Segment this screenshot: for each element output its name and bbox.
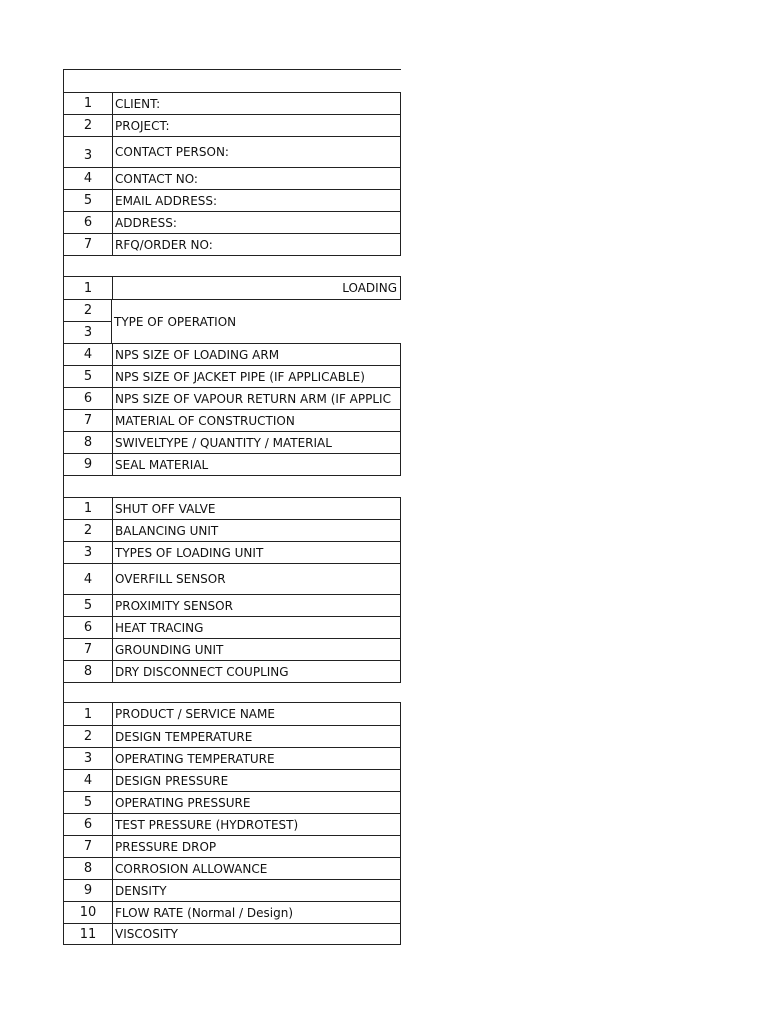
row-label: NPS SIZE OF JACKET PIPE (IF APPLICABLE) <box>112 366 400 387</box>
table-row <box>63 409 401 431</box>
row-label: CLIENT: <box>112 93 400 114</box>
row-number: 8 <box>83 435 93 450</box>
blank-row <box>63 255 401 276</box>
table-row <box>63 167 401 189</box>
row-number: 2 <box>83 303 93 318</box>
blank-row <box>63 69 401 92</box>
row-label: PROJECT: <box>112 115 400 136</box>
row-number: 1 <box>83 501 93 516</box>
row-label: GROUNDING UNIT <box>112 639 400 660</box>
row-number: 2 <box>83 523 93 538</box>
row-number: 1 <box>83 280 93 296</box>
row-label: OPERATING PRESSURE <box>112 792 400 813</box>
table-row <box>63 901 401 923</box>
row-number: 3 <box>83 751 93 766</box>
table-row <box>63 747 401 769</box>
row-number: 4 <box>83 347 93 362</box>
table-row <box>63 276 401 299</box>
table-row <box>63 233 401 255</box>
row-number: 6 <box>83 817 93 832</box>
table-row <box>63 813 401 835</box>
type-of-operation-label: TYPE OF OPERATION <box>111 300 401 344</box>
table-row <box>63 660 401 682</box>
row-number: 7 <box>83 839 93 854</box>
row-number: 9 <box>83 457 93 472</box>
row-number: 8 <box>83 861 93 876</box>
table-row <box>63 189 401 211</box>
table-row <box>63 387 401 409</box>
table-row <box>63 879 401 901</box>
row-label: PRESSURE DROP <box>112 836 400 857</box>
row-number: 5 <box>83 369 93 384</box>
table-row <box>63 616 401 638</box>
row-number: 6 <box>83 215 93 230</box>
row-number: 11 <box>79 926 97 942</box>
table-row <box>63 835 401 857</box>
row-label: TYPES OF LOADING UNIT <box>112 542 400 563</box>
table-row <box>63 211 401 233</box>
table-row <box>63 594 401 616</box>
row-number: 4 <box>83 571 93 587</box>
row-number: 6 <box>83 391 93 406</box>
table-row <box>63 114 401 136</box>
row-label: DESIGN TEMPERATURE <box>112 726 400 747</box>
row-number: 5 <box>83 193 93 208</box>
row-number: 2 <box>83 118 93 133</box>
row-label: FLOW RATE (Normal / Design) <box>112 902 400 923</box>
row-number: 1 <box>83 706 93 722</box>
row-label: NPS SIZE OF LOADING ARM <box>112 344 400 365</box>
table-row <box>63 791 401 813</box>
row-number: 8 <box>83 664 93 679</box>
table-row <box>63 769 401 791</box>
row-number: 5 <box>83 795 93 810</box>
row-label: HEAT TRACING <box>112 617 400 638</box>
row-label: SWIVELTYPE / QUANTITY / MATERIAL <box>112 432 400 453</box>
row-label: DRY DISCONNECT COUPLING <box>112 661 400 682</box>
type-of-operation-group <box>63 299 401 343</box>
blank-row <box>63 475 401 497</box>
row-label: DENSITY <box>112 880 400 901</box>
section-header-loading: LOADING <box>112 277 400 299</box>
row-number: 9 <box>83 883 93 898</box>
table-row <box>63 365 401 387</box>
row-number: 1 <box>83 96 93 111</box>
row-label: BALANCING UNIT <box>112 520 400 541</box>
row-number: 4 <box>83 773 93 788</box>
row-label: OPERATING TEMPERATURE <box>112 748 400 769</box>
table-row <box>63 725 401 747</box>
row-number: 6 <box>83 620 93 635</box>
table-row <box>63 136 401 167</box>
row-number: 3 <box>83 545 93 560</box>
row-number: 4 <box>83 171 93 186</box>
row-number: 10 <box>79 905 97 920</box>
row-number: 3 <box>83 325 93 340</box>
row-label: CONTACT PERSON: <box>112 137 400 167</box>
datasheet-table <box>63 69 401 945</box>
row-label: PRODUCT / SERVICE NAME <box>112 703 400 725</box>
table-row <box>63 638 401 660</box>
row-label: TEST PRESSURE (HYDROTEST) <box>112 814 400 835</box>
table-row <box>63 857 401 879</box>
table-row <box>63 563 401 594</box>
row-label: NPS SIZE OF VAPOUR RETURN ARM (IF APPLIC <box>112 388 400 409</box>
row-number: 5 <box>83 598 93 613</box>
table-row <box>63 519 401 541</box>
row-label: EMAIL ADDRESS: <box>112 190 400 211</box>
row-number: 7 <box>83 413 93 428</box>
row-label: ADDRESS: <box>112 212 400 233</box>
row-number: 7 <box>83 642 93 657</box>
table-row <box>63 431 401 453</box>
row-label: OVERFILL SENSOR <box>112 564 400 594</box>
table-row <box>63 497 401 519</box>
row-label: PROXIMITY SENSOR <box>112 595 400 616</box>
row-number: 2 <box>83 729 93 744</box>
row-label: DESIGN PRESSURE <box>112 770 400 791</box>
row-label: SHUT OFF VALVE <box>112 498 400 519</box>
table-row <box>63 92 401 114</box>
row-label: CONTACT NO: <box>112 168 400 189</box>
table-row <box>63 923 401 945</box>
row-label: MATERIAL OF CONSTRUCTION <box>112 410 400 431</box>
blank-row <box>63 682 401 702</box>
table-row <box>63 541 401 563</box>
row-number: 3 <box>83 147 93 163</box>
table-row <box>63 702 401 725</box>
table-row <box>63 343 401 365</box>
row-label: RFQ/ORDER NO: <box>112 234 400 255</box>
row-label: CORROSION ALLOWANCE <box>112 858 400 879</box>
table-row <box>63 453 401 475</box>
row-number: 7 <box>83 237 93 252</box>
row-label: VISCOSITY <box>112 924 400 944</box>
row-label: SEAL MATERIAL <box>112 454 400 475</box>
